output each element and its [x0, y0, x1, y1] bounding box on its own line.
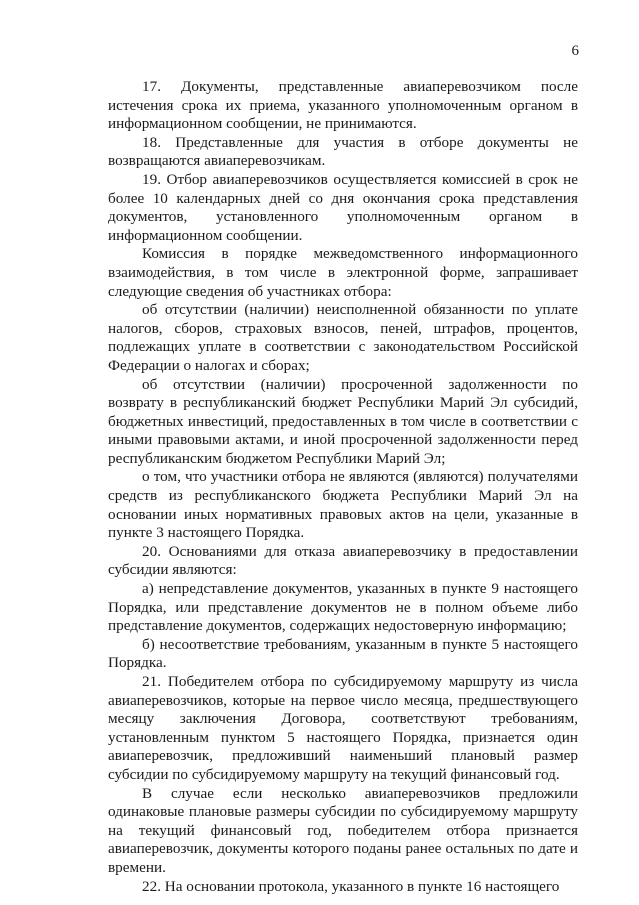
paragraph-20-a: а) непредставление документов, указанных в пункте 9 настоящего Порядка, или представление документов не в полном объеме либо представление документов, содержащих недостоверную информацию;	[108, 580, 578, 635]
paragraph-tax-debt: об отсутствии (наличии) неисполненной обязанности по уплате налогов, сборов, страховых взносов, пеней, штрафов, процентов, подлежащих уплате в соответствии с законодательством Российской Федерации о налогах и сборах;	[108, 301, 578, 374]
paragraph-17: 17. Документы, представленные авиаперевозчиком после истечения срока их приема, указанного уполномоченным органом в информационном сообщении, не принимаются.	[108, 78, 578, 133]
paragraph-20: 20. Основаниями для отказа авиаперевозчику в предоставлении субсидии являются:	[108, 542, 578, 579]
paragraph-21: 21. Победителем отбора по субсидируемому маршруту из числа авиаперевозчиков, которые на первое число месяца, предшествующего месяцу заключения Договора, соответствуют требованиям, установленным пунктом 5 настоящего Порядка, признается один авиаперевозчик, предложивший наименьший плановый размер субсидии по субсидируемому маршруту на текущий финансовый год.	[108, 673, 578, 783]
paragraph-tie-break: В случае если несколько авиаперевозчиков предложили одинаковые плановые размеры субсидии по субсидируемому маршруту на текущий финансовый год, победителем отбора признается авиаперевозчик, документы которого поданы ранее остальных по дате и времени.	[108, 784, 578, 876]
paragraph-18: 18. Представленные для участия в отборе документы не возвращаются авиаперевозчикам.	[108, 133, 578, 170]
document-body	[108, 78, 578, 896]
paragraph-22: 22. На основании протокола, указанного в пункте 16 настоящего	[142, 877, 560, 895]
page-number: 6	[571, 43, 579, 59]
paragraph-20-b: б) несоответствие требованиям, указанным в пункте 5 настоящего Порядка.	[108, 635, 578, 672]
paragraph-budget-debt: об отсутствии (наличии) просроченной задолженности по возврату в республиканский бюджет Республики Марий Эл субсидий, бюджетных инвестиций, предоставленных в том числе в соответствии с иными правовыми актами, и иной просроченной задолженности перед республиканским бюджетом Республики Марий Эл;	[108, 375, 578, 467]
paragraph-19: 19. Отбор авиаперевозчиков осуществляется комиссией в срок не более 10 календарных дней со дня окончания срока представления документов, установленного уполномоченным органом в информационном сообщении.	[108, 170, 578, 244]
paragraph-other-recipients: о том, что участники отбора не являются (являются) получателями средств из республиканского бюджета Республики Марий Эл на основании иных нормативных правовых актов на цели, указанные в пункте 3 настоящего Порядка.	[108, 468, 578, 542]
paragraph-commission-request: Комиссия в порядке межведомственного информационного взаимодействия, в том числе в электронной форме, запрашивает следующие сведения об участниках отбора:	[108, 245, 578, 300]
